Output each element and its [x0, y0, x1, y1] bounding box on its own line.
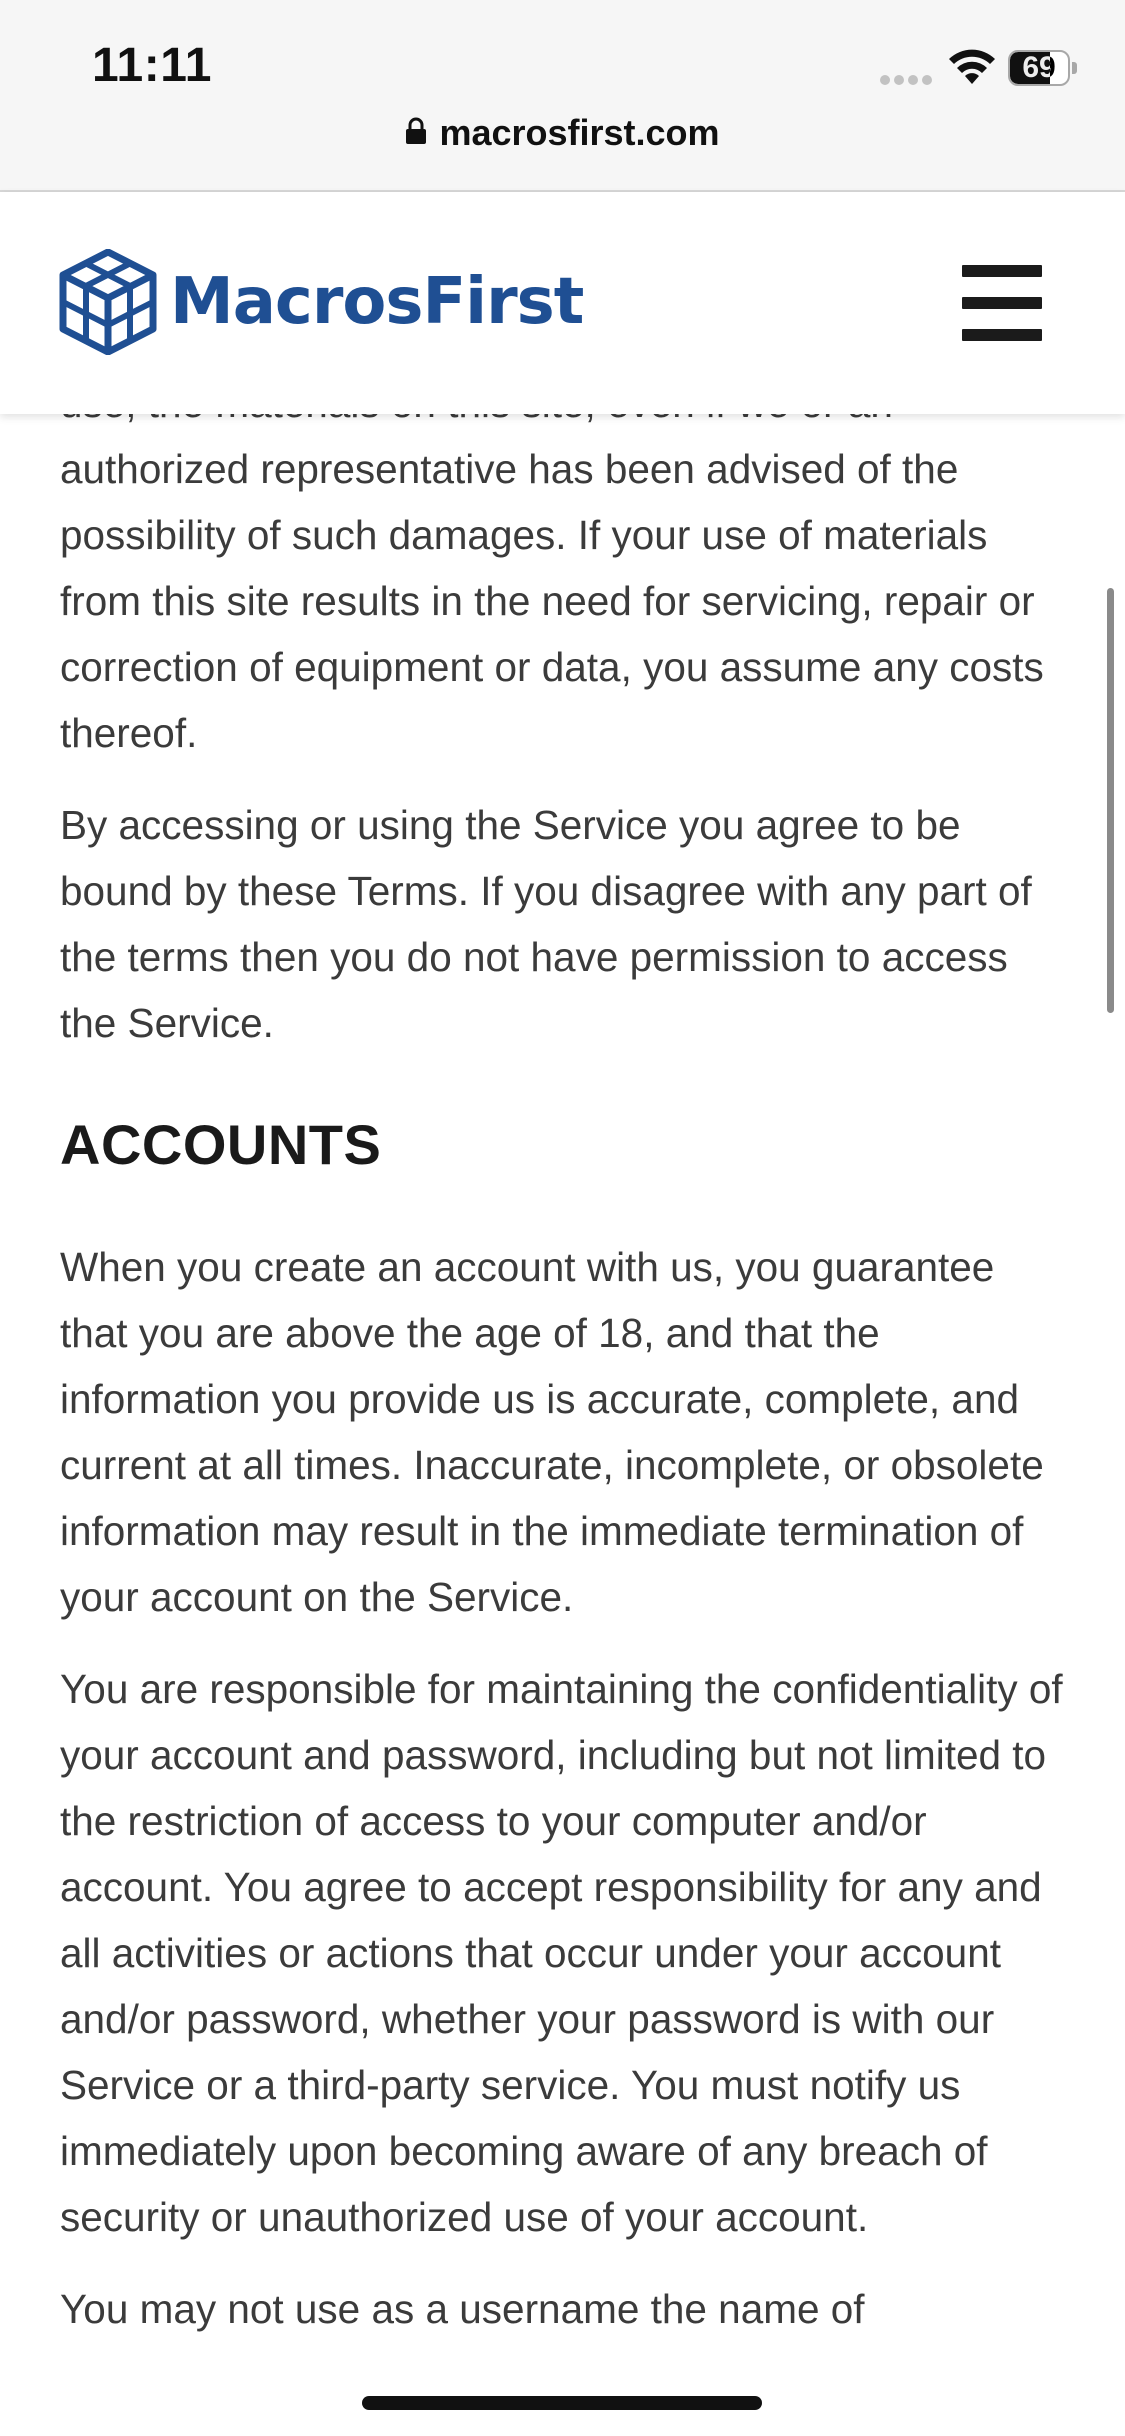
page-scrollbar[interactable]: [1107, 588, 1114, 1013]
battery-indicator: [1008, 50, 1070, 86]
address-bar[interactable]: [0, 112, 1125, 154]
paragraph-liability: authorized representative has been advised of the possibility of such damages. If your use of materials from this site results in the need for servicing, repair or correction of equipment or data, you assume any costs thereof.: [60, 446, 1044, 756]
paragraph-account-responsibility: You are responsible for maintaining the confidentiality of your account and password, including but not limited to the restriction of access to your computer and/or account. You agree to accept responsibility for any and all activities or actions that occur under your account and/or password, whether your password is with our Service or a third-party service. You must notify us immediately upon becoming aware of any breach of security or unauthorized use of your account.: [60, 1666, 1063, 2240]
home-indicator[interactable]: [362, 2396, 762, 2410]
hamburger-menu-icon[interactable]: [962, 265, 1042, 341]
status-bar: [0, 0, 1125, 192]
url-text: macrosfirst.com: [439, 112, 720, 153]
lock-icon: [405, 117, 427, 145]
status-time: 11:11: [92, 39, 212, 92]
battery-level: 69: [1022, 51, 1056, 84]
section-heading-accounts: ACCOUNTS: [60, 1113, 382, 1176]
site-logo[interactable]: [58, 247, 583, 357]
wifi-icon: [946, 46, 998, 86]
logo-cube-icon: [58, 249, 158, 355]
battery-cap: [1072, 62, 1077, 74]
signal-icon: [880, 72, 936, 82]
logo-text: MacrosFirst: [170, 265, 584, 339]
paragraph-username: You may not use as a username the name of: [60, 2286, 865, 2332]
terms-content: [60, 370, 1070, 2368]
site-header: [0, 192, 1125, 414]
paragraph-agreement: By accessing or using the Service you agree to be bound by these Terms. If you disagree with any part of the terms then you do not have permission to access the Service.: [60, 802, 1032, 1046]
paragraph-account-creation: When you create an account with us, you guarantee that you are above the age of 18, and that the information you provide us is accurate, complete, and current at all times. Inaccurate, incomplete, or obsolete information may result in the immediate termination of your account on the Service.: [60, 1244, 1044, 1620]
